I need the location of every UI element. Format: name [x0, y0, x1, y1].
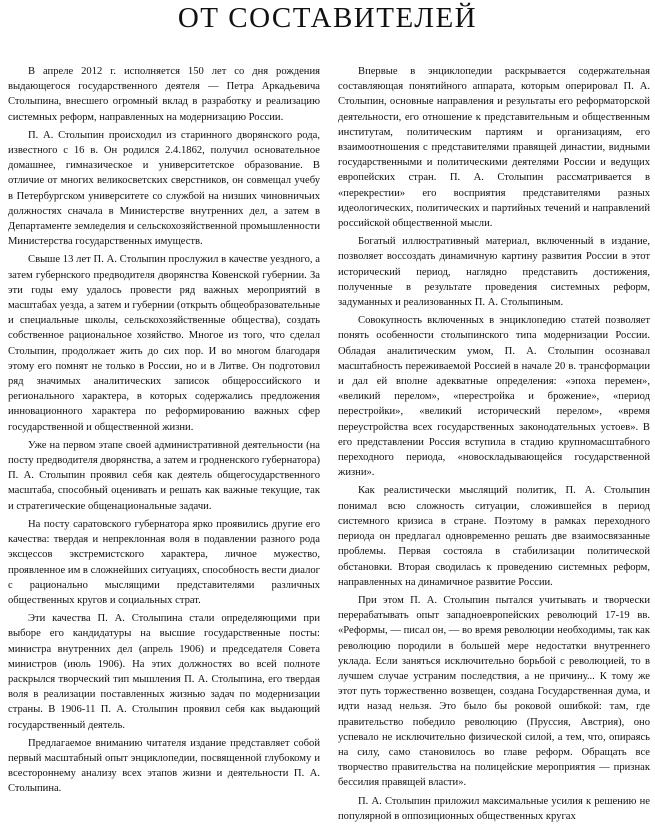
- paragraph: На посту саратовского губернатора ярко проявились другие его качества: твердая и непреклонная воля в подавлении разного рода эксцессов экстремистского характера, личное мужество, проявленное им в сложнейших ситуациях, способность вести диалог с рационально мыслящими представителями различных общественных кругов и социальных страт.: [8, 518, 320, 606]
- paragraph: Свыше 13 лет П. А. Столыпин прослужил в качестве уездного, а затем губернского предводителя дворянства Ковенской губернии. За эти годы ему удалось провести ряд важных мероприятий в масштабах уезда, а затем и губернии (открыть общеобразовательные и специальные школы, сельскохозяйственные общества), создать собственное рациональное хозяйство. Многое из того, что сделал Столыпин, продолжает жить до сих пор. И во многом благодаря этому его помнят не только в России, но и в Литве. Он подготовил ряд значимых аналитических записок общероссийского и регионального характера, в которых содержались предложения инновационного характера по реформированию важных сфер государственной и общественной жизни.: [8, 254, 320, 433]
- paragraph: Уже на первом этапе своей административной деятельности (на посту предводителя дворянства, а затем и гродненского губернатора) П. А. Столыпин проявил себя как деятель общегосударственного масштаба, способный оценивать и решать как важные текущие, так и стратегические общенациональные задачи.: [8, 439, 320, 512]
- paragraph: П. А. Столыпин происходил из старинного дворянского рода, известного с 16 в. Он родился 2.4.1862, получил основательное домашнее, гимназическое и университетское образование. В отличие от многих великосветских сверстников, он совмещал учебу в Петербургском университете со службой на низших чиновничьих должностях сначала в Министерстве внутренних дел, а затем в Департаменте земледелия и сельскохозяйственной промышленности Министерства государственных имуществ.: [8, 129, 320, 248]
- right-column: [338, 64, 650, 827]
- page-title: ОТ СОСТАВИТЕЛЕЙ: [177, 2, 478, 34]
- paragraph: Впервые в энциклопедии раскрывается содержательная составляющая понятийного аппарата, которым оперировал П. А. Столыпин, основные направления и результаты его реформаторской деятельности, его отношение к представительным и общественным институтам, политическим партиям и организациям, его взаимоотношения с представителями правящей династии, видными государственными и политическими деятелями России и ведущих европейских стран. П. А. Столыпин рассматривается в «перекрестии» его восприятия представителями разных идеологических, политических и партийных течений и направлений российской общественной мысли.: [338, 66, 650, 230]
- paragraph: Совокупность включенных в энциклопедию статей позволяет понять особенности столыпинского типа модернизации России. Обладая аналитическим умом, П. А. Столыпин осознавал масштабность переживаемой Россией в начале 20 в. трансформации и дал ей вполне адекватные определения: «эпоха перемен», «великий перелом», «перестройка и брожение», «период перестройки», «великий исторический перелом», «время переустройства всех государственных законодательных устоев». В его представлении Россия вступила в стадию крупномасштабного переходного периода, «новоскладывающейся государственной жизни».: [338, 315, 650, 479]
- paragraph: Как реалистически мыслящий политик, П. А. Столыпин понимал всю сложность ситуации, сложившейся в период системного кризиса в стране. Поэтому в рамках переходного периода он предлагал одновременно решать две взаимосвязанные проблемы. Первая состояла в стабилизации политической обстановки. Вторая сводилась к проведению системных реформ, направленных на динамичное развитие России.: [338, 485, 650, 588]
- paragraph: П. А. Столыпин приложил максимальные усилия к решению не популярной в оппозиционных общественных кругах: [338, 795, 650, 822]
- paragraph: В апреле 2012 г. исполняется 150 лет со дня рождения выдающегося государственного деятеля — Петра Аркадьевича Столыпина, внесшего огромный вклад в разработку и реализацию системных реформ, направленных на модернизацию России.: [8, 66, 320, 123]
- paragraph: Эти качества П. А. Столыпина стали определяющими при выборе его кандидатуры на высшие государственные посты: министра внутренних дел (апрель 1906) и председателя Совета министров (июль 1906). На этих должностях во всей полноте раскрылся творческий тип мышления П. А. Столыпина, его твердая воля в реализации поставленных жизнью задач по модернизации страны. В 1906-11 П. А. Столыпин проявил себя как выдающий государственный деятель.: [8, 613, 320, 731]
- paragraph: Богатый иллюстративный материал, включенный в издание, позволяет воссоздать динамичную картину развития России в этот исторический период, наглядно представить достижения, полученные в результате проведения системных реформ, задуманных и реализованных П. А. Столыпиным.: [338, 236, 650, 309]
- paragraph: При этом П. А. Столыпин пытался учитывать и творчески перерабатывать опыт западноевропейских революций 17-19 вв. «Реформы, — писал он, — во время революции необходимы, так как революцию породили в большей мере недостатки внутреннего уклада. Если заняться исключительно борьбой с революцией, то в лучшем случае устраним последствия, а не причину... К тому же этот путь торжественно возвещен, создана Государственная дума, и идти назад нельзя. Это было бы роковой ошибкой: там, где правительство победило революцию (Пруссия, Австрия), оно успевало не исключительно физической силой, а тем, что, опираясь на силу, само становилось во главе реформ. Обращать все творчество правительства на полицейские мероприятия — признак бессилия правящей власти».: [338, 594, 650, 789]
- left-column: [8, 64, 320, 800]
- paragraph: Предлагаемое вниманию читателя издание представляет собой первый масштабный опыт энциклопедии, посвященной глубокому и всестороннему анализу всех этапов жизни и деятельности П. А. Столыпина.: [8, 737, 320, 795]
